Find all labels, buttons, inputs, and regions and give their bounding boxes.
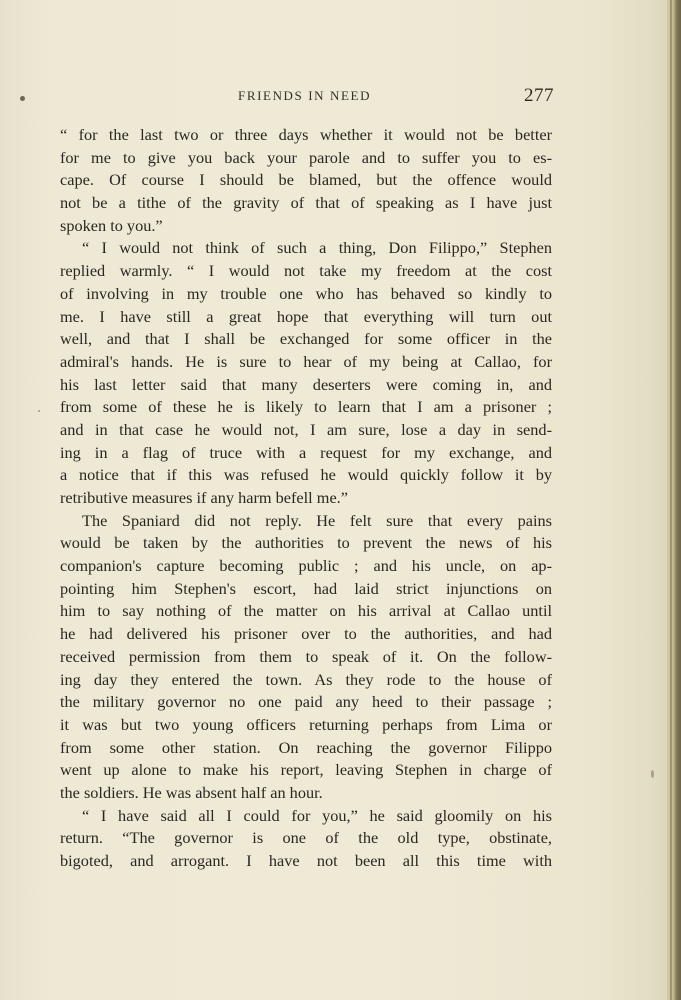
- body-text: [60, 124, 552, 873]
- paper-speck: [651, 770, 654, 778]
- text-line: his last letter said that many deserters were coming in, and: [60, 374, 552, 394]
- text-line: The Spaniard did not reply. He felt sure that every pains: [82, 510, 552, 530]
- text-line: the soldiers. He was absent half an hour.: [60, 782, 323, 802]
- text-line: a notice that if this was refused he would quickly follow it by: [60, 465, 552, 485]
- text-line: the military governor no one paid any heed to their passage ;: [60, 692, 552, 712]
- text-line: not be a tithe of the gravity of that of speaking as I have just: [60, 193, 552, 213]
- page-number: 277: [524, 85, 554, 106]
- running-head-title: FRIENDS IN NEED: [238, 88, 372, 103]
- running-head: [60, 85, 560, 110]
- text-line: he had delivered his prisoner over to the authorities, and had: [60, 624, 552, 644]
- text-line: me. I have still a great hope that everything will turn out: [60, 306, 552, 326]
- text-line: of involving in my trouble one who has behaved so kindly to: [60, 283, 552, 303]
- text-line: “ for the last two or three days whether it would not be better: [60, 125, 552, 144]
- text-line: from some of these he is likely to learn that I am a prisoner ;: [60, 397, 552, 417]
- text-line: ing in a flag of truce with a request for my exchange, and: [60, 442, 552, 462]
- text-line: from some other station. On reaching the governor Filippo: [60, 737, 552, 757]
- text-line: it was but two young officers returning perhaps from Lima or: [60, 714, 552, 734]
- text-line: for me to give you back your parole and to suffer you to es-: [60, 147, 552, 167]
- text-line: went up alone to make his report, leaving Stephen in charge of: [60, 760, 552, 780]
- text-line: “ I would not think of such a thing, Don Filippo,” Stephen: [82, 238, 552, 258]
- text-line: return. “The governor is one of the old type, obstinate,: [60, 828, 552, 848]
- text-line: companion's capture becoming public ; and his uncle, on ap-: [60, 556, 552, 576]
- text-line: would be taken by the authorities to prevent the news of his: [60, 533, 552, 553]
- text-line: retributive measures if any harm befell me.”: [60, 488, 348, 507]
- text-line: spoken to you.”: [60, 215, 163, 235]
- paper-speck: [20, 96, 25, 101]
- text-line: ing day they entered the town. As they rode to the house of: [60, 669, 552, 689]
- paper-speck: [38, 410, 40, 412]
- text-line: received permission from them to speak of it. On the follow-: [60, 646, 552, 666]
- text-line: cape. Of course I should be blamed, but the offence would: [60, 170, 552, 190]
- text-line: replied warmly. “ I would not take my freedom at the cost: [60, 261, 552, 281]
- text-line: well, and that I shall be exchanged for some officer in the: [60, 329, 552, 349]
- text-line: him to say nothing of the matter on his arrival at Callao until: [60, 601, 552, 621]
- text-line: “ I have said all I could for you,” he said gloomily on his: [82, 805, 552, 825]
- text-line: bigoted, and arrogant. I have not been all this time with: [60, 851, 552, 870]
- text-line: pointing him Stephen's escort, had laid strict injunctions on: [60, 578, 552, 598]
- page-edge-line: [670, 0, 672, 1000]
- text-line: and in that case he would not, I am sure, lose a day in send-: [60, 419, 552, 439]
- text-line: admiral's hands. He is sure to hear of my being at Callao, for: [60, 351, 552, 371]
